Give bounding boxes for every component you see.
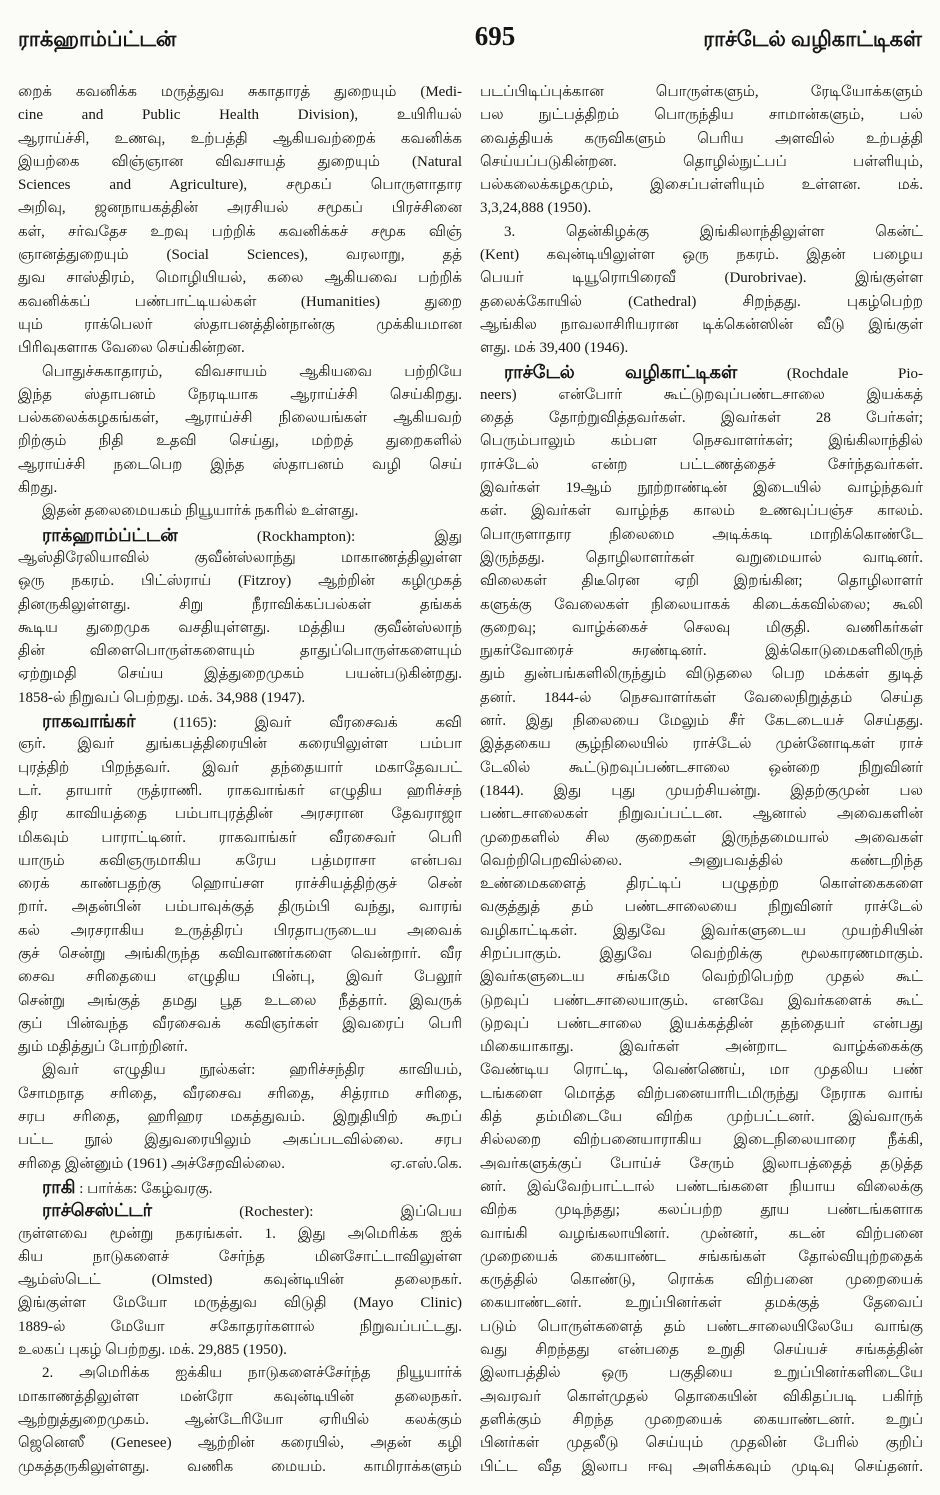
- line-text: வேண்டிய ரொட்டி, வெண்ணெய், மா முதலிய பண்: [480, 1062, 923, 1079]
- text-line: [18, 1246, 462, 1269]
- text-line: [480, 920, 923, 943]
- line-text: பட்ட நூல் இதுவரையிலும் அகப்படவில்லை. சரப: [18, 1132, 462, 1149]
- text-line: [480, 1083, 923, 1106]
- text-line: [480, 197, 923, 220]
- line-text: பொதுச்சுகாதாரம், விவசாயம் ஆகியவை பற்றியே: [42, 363, 462, 380]
- line-text: செய்யப்படுகின்றன. தொழில்நுட்பப் பள்ளியும்,: [480, 153, 923, 170]
- line-text: சிறப்பாகும். இதுவே வெற்றிக்கு மூலகாரணமாகும்.: [480, 945, 923, 962]
- line-text: தும் மதித்துப் போற்றினர்.: [18, 1039, 188, 1056]
- line-text: 2. அமெரிக்க ஐக்கிய நாடுகளைச்சேர்ந்த நியூயார்க்: [42, 1365, 462, 1382]
- line-text: னர். இவ்வேற்பாட்டால் பண்டங்களை நியாய விலைக்கு: [480, 1178, 923, 1195]
- line-text: வகுத்துத் தம் பண்டசாலையை நிறுவினர் ராச்டேல்: [480, 899, 923, 916]
- text-line: [18, 1106, 462, 1129]
- paragraph: [18, 361, 462, 501]
- text-line: [480, 1246, 923, 1269]
- paragraph: [18, 500, 462, 523]
- text-line: [18, 1456, 462, 1479]
- text-line: [480, 780, 923, 803]
- line-text: ஆற்றுத்துறைமுகம். ஆன்டேரியோ ஏரியில் கலக்கும்: [18, 1411, 462, 1428]
- text-line: [18, 524, 462, 547]
- line-text: வைத்தியக் கருவிகளும் பெரிய அளவில் உற்பத்தி: [480, 130, 923, 147]
- line-text: அவர்களுக்குப் போய்ச் சேரும் இலாபத்தைத் தடுத்த: [480, 1155, 923, 1172]
- text-line: [18, 687, 462, 710]
- line-text: ருள்ளவை மூன்று நகரங்கள். 1. இது அமெரிக்க ஐக்: [18, 1225, 462, 1242]
- text-line: [18, 1386, 462, 1409]
- line-text: றார். அதன்பின் பம்பாவுக்குத் திரும்பி வந்து, வாரங்: [18, 899, 462, 916]
- text-line: [480, 803, 923, 826]
- text-line: [18, 850, 462, 873]
- line-text: ஒரு நகரம். பிட்ஸ்ராய் (Fitzroy) ஆற்றின் கழிமுகத்: [18, 573, 462, 590]
- line-text: உண்மைகளைத் திரட்டிப் பழுதற்ற கொள்கைகளை: [480, 876, 923, 893]
- line-text: ஞானத்துறையும் (Social Sciences), வரலாறு, தத்: [18, 247, 462, 264]
- line-text: (Rockhampton): இது: [177, 528, 462, 545]
- line-text: இருந்தது. தொழிலாளர்கள் வறுமையால் வாடினர்.: [480, 549, 923, 566]
- text-line: [18, 151, 462, 174]
- running-head-right: ராச்டேல் வழிகாட்டிகள்: [703, 27, 922, 51]
- line-text: மாகாணத்திலுள்ள மன்ரோ கவுன்டியின் தலைநகர்.: [18, 1388, 462, 1405]
- text-line: [480, 850, 923, 873]
- line-text: டுறவுப் பண்டசாலையாகும். எனவே இவர்களைக் கூட்: [480, 992, 923, 1009]
- text-line: [480, 1106, 923, 1129]
- text-line: [18, 1316, 462, 1339]
- text-line: [480, 1129, 923, 1152]
- line-text: றைக் கவனிக்க மருத்துவ சுகாதாரத் துறையும் (Medi-: [18, 84, 462, 100]
- line-text: பெரும்பாலும் கம்பள நெசவாளர்கள்; இங்கிலாந்தில்: [480, 433, 923, 450]
- text-line: [480, 1456, 923, 1479]
- text-line: [18, 128, 462, 151]
- line-text: றிற்கும் நிதி உதவி செய்து, மற்றத் துறைகளில்: [18, 433, 462, 450]
- text-line: [480, 1386, 923, 1409]
- line-text: பிரிவுகளாக வேலை செய்கின்றன.: [18, 340, 245, 357]
- text-line: [480, 291, 923, 314]
- line-text: சோமநாத சரிதை, வீரசைவ சரிதை, சித்ராம சரிதை,: [18, 1085, 462, 1102]
- text-line: [18, 104, 462, 127]
- line-text: ஆராய்ச்சி, உணவு, உற்பத்தி ஆகியவற்றைக் கவனிக்க: [18, 130, 462, 147]
- text-line: [480, 1223, 923, 1246]
- text-line: [480, 1409, 923, 1432]
- line-text: தைத் தோற்றுவித்தவர்கள். இவர்கள் 28 பேர்கள்;: [480, 410, 923, 427]
- text-line: [18, 1199, 462, 1222]
- line-text: வது சிறந்தது என்பதை உறுதி செய்யச் சங்கத்தின்: [480, 1342, 923, 1359]
- line-text: கவனிக்கப் பண்பாட்டியல்கள் (Humanities) துறை: [18, 293, 462, 310]
- line-text: பிட்ட வீத இலாப ஈவு அளிக்கவும் முடிவு செய்தனர்.: [480, 1458, 923, 1475]
- text-line: [480, 314, 923, 337]
- line-text: கிய நாடுகளைச் சேர்ந்த மினசோட்டாவிலுள்ள: [18, 1248, 462, 1265]
- text-line: [480, 547, 923, 570]
- text-line: [18, 1036, 462, 1059]
- text-line: [18, 291, 462, 314]
- line-text: துவ சாஸ்திரம், மொழியியல், கலை ஆகியவை பற்றிக்: [18, 270, 462, 287]
- line-text: ளது. மக் 39,400 (1946).: [480, 340, 629, 357]
- text-line: [18, 1223, 462, 1246]
- text-line: [18, 221, 462, 244]
- line-text: : பார்க்க: கேழ்வரகு.: [75, 1180, 213, 1197]
- text-line: [18, 1339, 462, 1362]
- text-line: [18, 663, 462, 686]
- column-right: [480, 81, 923, 1479]
- text-line: [480, 827, 923, 850]
- line-text: ஆம்ஸ்டெட் (Olmsted) கவுன்டியின் தலைநகர்.: [18, 1272, 462, 1289]
- line-text: பல்கலைக்கழகமும், இசைப்பள்ளியும் உள்ளன. மக்.: [480, 177, 923, 194]
- text-line: [480, 1432, 923, 1455]
- paragraph: [480, 221, 923, 361]
- paragraph: [18, 1362, 462, 1478]
- text-line: [480, 617, 923, 640]
- line-text: குப் பின்வந்த வீரசைவக் கவிஞர்கள் இவரைப் பெரி: [18, 1015, 462, 1032]
- text-line: [18, 244, 462, 267]
- line-text: கிறது.: [18, 480, 58, 497]
- text-line: [480, 757, 923, 780]
- line-text: கல் அரசராகிய உருத்திரப் பிரதாபருடைய அவைக்: [18, 922, 462, 939]
- line-text: விற்க முடிந்தது; கலப்பற்ற தூய பண்டங்களாக: [480, 1202, 923, 1219]
- line-text: கள். இவர்கள் வாழ்ந்த காலம் உணவுப்பஞ்ச காலம்.: [480, 503, 923, 520]
- line-text: இவர்களுடைய சங்கமே வெற்றிபெற்ற முதல் கூட்: [480, 969, 923, 986]
- line-text: பண்டசாலைகள் நிறுவப்பட்டன. ஆனால் அவைகளின்: [480, 806, 923, 823]
- text-line: [18, 1269, 462, 1292]
- line-text: பெயர் டியூரொபிரைவீ (Durobrivae). இங்குள்ள: [480, 270, 923, 287]
- text-line: [18, 594, 462, 617]
- line-text: விலைகள் திடீரென ஏறி இறங்கின; தொழிலாளர்: [480, 573, 923, 590]
- line-text: (Rochdale Pio-: [737, 365, 923, 382]
- author-signature: ஏ.எஸ்.கெ.: [389, 1155, 462, 1172]
- text-line: [18, 570, 462, 593]
- line-text: ஞர். இவர் துங்கபத்திரையின் கரையிலுள்ள பம்பா: [18, 736, 462, 753]
- text-line: [18, 267, 462, 290]
- line-text: பல நுட்பத்திறம் பொருந்திய சாமான்களும், பல்: [480, 107, 923, 124]
- text-line: [18, 873, 462, 896]
- entry-paragraph: [18, 710, 462, 1059]
- text-line: [480, 477, 923, 500]
- text-line: [480, 337, 923, 360]
- line-text: படப்பிடிப்புக்கான பொருள்களும், ரேடியோக்களும்: [480, 84, 923, 100]
- text-line: [480, 1269, 923, 1292]
- line-text: டுறவுப் பண்டசாலை இயக்கத்தின் தந்தையர் என்பது: [480, 1015, 923, 1032]
- text-line: [18, 1129, 462, 1152]
- text-line: [480, 1339, 923, 1362]
- line-text: டர். தாயார் ருத்ராணி. ராகவாங்கர் எழுதிய ஹரிச்சந்: [18, 782, 462, 799]
- text-line: [18, 896, 462, 919]
- line-text: குறைவு; வாழ்க்கைச் செலவு மிகுதி. வணிகர்கள்: [480, 619, 923, 636]
- line-text: (Rochester): இப்பெய: [152, 1204, 462, 1221]
- line-text: பினர்கள் முதலீடு செய்யும் முதலின் பேரில் குறிப்: [480, 1435, 923, 1452]
- text-line: [18, 640, 462, 663]
- entry-paragraph: [18, 524, 462, 710]
- text-line: [480, 151, 923, 174]
- text-line: [18, 827, 462, 850]
- line-text: ஆஸ்திரேலியாவில் குவீன்ஸ்லாந்து மாகாணத்திலுள்ள: [18, 549, 462, 566]
- text-line: [480, 640, 923, 663]
- text-line: [480, 1059, 923, 1082]
- text-line: [480, 1316, 923, 1339]
- text-line: [480, 524, 923, 547]
- line-text: 3,3,24,888 (1950).: [480, 200, 592, 217]
- paragraph: [480, 81, 923, 221]
- line-text: இவர் எழுதிய நூல்கள்: ஹரிச்சந்திர காவியம்,: [42, 1062, 462, 1079]
- text-line: [18, 780, 462, 803]
- line-text: ஜெனெஸீ (Genesee) ஆற்றின் கரையில், அதன் கழி: [18, 1435, 462, 1452]
- text-line: [480, 1176, 923, 1199]
- text-line: [480, 1362, 923, 1385]
- line-text: 3. தென்கிழக்கு இங்கிலாந்திலுள்ள கென்ட்: [504, 223, 923, 240]
- line-text: யும் ராக்பெலர் ஸ்தாபனத்தின்நான்கு முக்கியமான: [18, 316, 462, 333]
- text-line: [480, 221, 923, 244]
- text-line: [18, 617, 462, 640]
- text-line: [480, 128, 923, 151]
- line-text: ஏற்றுமதி செய்ய இத்துறைமுகம் பயன்படுகின்றது.: [18, 666, 462, 683]
- text-line: [480, 896, 923, 919]
- line-text: வழிகாட்டிகள். இதுவே இவர்களுடைய முயற்சியின்: [480, 922, 923, 939]
- text-line: [480, 267, 923, 290]
- text-line: [18, 454, 462, 477]
- text-line: [18, 1292, 462, 1315]
- line-text: தும் துன்பங்களிலிருந்தும் விடுதலை பெற மக்கள் துடித்: [480, 666, 923, 683]
- text-line: [18, 430, 462, 453]
- line-text: தனர். 1844-ல் நெசவாளர்கள் வேலைநிறுத்தம் செய்த: [480, 689, 923, 706]
- text-line: [480, 687, 923, 710]
- entry-headword: ராகவாங்கர்: [42, 711, 136, 732]
- line-text: cine and Public Health Division), உயிரியல்: [18, 107, 462, 124]
- line-text: படும் பொருள்களைத் தம் பண்டசாலையிலேயே வாங்கு: [480, 1318, 923, 1335]
- line-text: முகத்தருகிலுள்ளது. வணிக மையம். காமிராக்களும்: [18, 1458, 462, 1475]
- text-line: [18, 1432, 462, 1455]
- text-line: [480, 1199, 923, 1222]
- line-text: கூடிய துறைமுக வசதியுள்ளது. மத்திய குவீன்ஸ்லாந்: [18, 619, 462, 636]
- text-line: [480, 384, 923, 407]
- paragraph: [18, 81, 462, 361]
- line-text: 1889-ல் மேயோ சகோதரர்களால் நிறுவப்பட்டது.: [18, 1318, 462, 1335]
- text-line: [480, 174, 923, 197]
- line-text: சைவ சரிதையை எழுதிய பின்பு, இவர் பேலூர்: [18, 969, 462, 986]
- line-text: வெற்றிபெறவில்லை. அனுபவத்தில் கண்டறிந்த: [480, 852, 923, 869]
- text-line: [18, 1409, 462, 1432]
- line-text: இதன் தலைமையகம் நியூயார்க் நகரில் உள்ளது.: [42, 503, 359, 520]
- line-text: உலகப் புகழ் பெற்றது. மக். 29,885 (1950).: [18, 1342, 287, 1359]
- line-text: பல்கலைக்கழகங்கள், ஆராய்ச்சி நிலையங்கள் ஆகியவற்: [18, 410, 462, 427]
- line-text: ராச்டேல் என்ற பட்டணத்தைச் சேர்ந்தவர்கள்.: [480, 456, 923, 473]
- text-line: [480, 966, 923, 989]
- text-line: [18, 1153, 462, 1176]
- text-line: [480, 430, 923, 453]
- line-text: இங்குள்ள மேயோ மருத்துவ விடுதி (Mayo Clinic): [18, 1295, 462, 1312]
- line-text: இவர்கள் 19ஆம் நூற்றாண்டின் இடையில் வாழ்ந்தவர்: [480, 480, 923, 497]
- text-line: [480, 873, 923, 896]
- text-line: [18, 943, 462, 966]
- entry-headword: ராச்டேல் வழிகாட்டிகள்: [504, 361, 738, 382]
- line-text: சென்று அங்குத் தமது பூத உடலை நீத்தார். இவருக்: [18, 992, 462, 1009]
- text-line: [18, 477, 462, 500]
- page-number: 695: [474, 21, 516, 51]
- text-line: [480, 361, 923, 384]
- text-line: [480, 1036, 923, 1059]
- text-line: [480, 990, 923, 1013]
- text-line: [18, 990, 462, 1013]
- text-line: [480, 1292, 923, 1315]
- text-line: [18, 1362, 462, 1385]
- text-line: [480, 407, 923, 430]
- text-line: [18, 197, 462, 220]
- line-text: களுக்கு வேலைகள் நிலையாகக் கிடைக்கவில்லை; கூலி: [480, 596, 923, 613]
- line-text: வாங்கி வழங்கலாயினர். முன்னர், கடன் விற்பனை: [480, 1225, 923, 1242]
- text-line: [18, 710, 462, 733]
- line-text: இலாபத்தில் ஒரு பகுதியை உறுப்பினர்களிடையே: [480, 1365, 923, 1382]
- text-line: [480, 663, 923, 686]
- line-text: திர காவியத்தை பம்பாபுரத்தின் அரசரான தேவராஜா: [18, 806, 462, 823]
- text-line: [18, 1083, 462, 1106]
- paragraph: [18, 1059, 462, 1175]
- entry-paragraph: [18, 1176, 462, 1199]
- text-line: [18, 966, 462, 989]
- text-line: [18, 174, 462, 197]
- text-line: [480, 1013, 923, 1036]
- line-text: இயற்கை விஞ்ஞான விவசாயத் துறையும் (Natural: [18, 153, 462, 170]
- text-line: [18, 500, 462, 523]
- entry-headword: ராச்செஸ்ட்டர்: [42, 1200, 153, 1221]
- text-line: [18, 314, 462, 337]
- line-text: கள், சர்வதேச உறவு பற்றிக் கவனிக்கச் சமூக விஞ்: [18, 223, 462, 240]
- line-text: தினருகிலுள்ளது. சிறு நீராவிக்கப்பல்கள் தங்கக்: [18, 596, 462, 613]
- text-line: [480, 454, 923, 477]
- text-line: [18, 384, 462, 407]
- text-line: [480, 733, 923, 756]
- entry-headword: ராக்ஹாம்ப்ட்டன்: [42, 524, 178, 545]
- running-head-left: ராக்ஹாம்ப்ட்டன்: [18, 27, 177, 51]
- line-text: அவரவர் கொள்முதல் தொகையின் விகிதப்படி பகிர்ந்: [480, 1388, 923, 1405]
- text-line: [480, 710, 923, 733]
- text-line: [18, 547, 462, 570]
- line-text: சில்லறை விற்பனையாராகிய இடைநிலையாரை நீக்கி,: [480, 1132, 923, 1149]
- line-text: முறையைக் கையாண்ட சங்கங்கள் தோல்வியுற்றதைக்: [480, 1248, 923, 1265]
- line-text: இத்தகைய சூழ்நிலையில் ராச்டேல் முன்னோடிகள் ராச்: [480, 736, 923, 753]
- text-line: [480, 244, 923, 267]
- text-line: [18, 1176, 462, 1199]
- line-text: கித் தம்மிடையே விற்க முற்பட்டனர். இவ்வாருக்: [480, 1109, 923, 1126]
- line-text: சரப சரிதை, ஹரிஹர மகத்துவம். இறுதியிற் கூறப்: [18, 1109, 462, 1126]
- line-text: முறைகளில் சில குறைகள் இருந்தமையால் அவைகள்: [480, 829, 923, 846]
- text-line: [480, 570, 923, 593]
- line-text: தளிக்கும் சிறந்த முறையைக் கையாண்டனர். உறுப்: [480, 1411, 923, 1428]
- text-line: [480, 104, 923, 127]
- text-line: [18, 337, 462, 360]
- line-text: (1165): இவர் வீரசைவக் கவி: [135, 715, 462, 732]
- entry-paragraph: [480, 361, 923, 1479]
- text-line: [18, 803, 462, 826]
- line-text: டேலில் கூட்டுறவுப்பண்டசாலை ஒன்றை நிறுவினர்: [480, 759, 923, 776]
- text-line: [480, 1153, 923, 1176]
- line-text: டங்களை மொத்த விற்பனையாரிடமிருந்து நேராக வாங்: [480, 1085, 923, 1102]
- text-line: [18, 407, 462, 430]
- line-text: நுகர்வோரைச் சுரண்டினர். இக்கொடுமைகளிலிருந்: [480, 643, 923, 660]
- line-text: ஆராய்ச்சி நடைபெற இந்த ஸ்தாபனம் வழி செய்: [18, 456, 462, 473]
- text-line: [18, 920, 462, 943]
- line-text: சரிதை இன்னும் (1961) அச்சேறவில்லை.: [18, 1155, 285, 1172]
- line-text: குச் சென்று அங்கிருந்த கவிவாணர்களை வென்றார். வீர: [18, 945, 462, 962]
- text-line: [18, 733, 462, 756]
- line-text: ரைக் காண்பதற்கு ஹொய்சள ராச்சியத்திற்குச் சென்: [18, 876, 462, 893]
- line-text: (Kent) கவுன்டியிலுள்ள ஒரு நகரம். இதன் பழைய: [480, 247, 923, 264]
- entry-headword: ராகி: [42, 1176, 76, 1197]
- line-text: தலைக்கோயில் (Cathedral) சிறந்தது. புகழ்பெற்ற: [480, 293, 923, 310]
- line-text: புரத்திற் பிறந்தவர். இவர் தந்தையார் மகாதேவபட்: [18, 759, 462, 776]
- line-text: Sciences and Agriculture), சமூகப் பொருளாதார: [18, 177, 462, 194]
- line-text: கையாண்டனர். உறுப்பினர்கள் தமக்குத் தேவைப்: [480, 1295, 923, 1312]
- text-line: [18, 1059, 462, 1082]
- line-text: மிகையாகாது. இவர்கள் அன்றாட வாழ்க்கைக்கு: [480, 1039, 923, 1056]
- line-text: தின் விளைபொருள்களையும் தாதுப்பொருள்களையும்: [18, 643, 462, 660]
- text-line: [480, 594, 923, 617]
- line-text: neers) என்போர் கூட்டுறவுப்பண்டசாலை இயக்கத்: [480, 386, 923, 403]
- line-text: (1844). இது புது முயற்சியன்று. இதற்குமுன் பல: [480, 782, 923, 799]
- text-line: [18, 361, 462, 384]
- column-left: [18, 81, 462, 1479]
- text-line: [480, 943, 923, 966]
- line-text: யாரும் கவிஞருமாகிய கரேய பத்மராசா என்பவ: [18, 852, 462, 869]
- text-line: [18, 757, 462, 780]
- line-text: 1858-ல் நிறுவப் பெற்றது. மக். 34,988 (1947).: [18, 689, 306, 706]
- line-text: இந்த ஸ்தாபனம் நேரடியாக ஆராய்ச்சி செய்கிறது.: [18, 386, 462, 403]
- line-text: பொருளாதார நிலைமை அடிக்கடி மாறிக்கொண்டே: [480, 526, 923, 543]
- line-text: கருத்தில் கொண்டு, ரொக்க விற்பனை முறையைக்: [480, 1272, 923, 1289]
- text-line: [18, 1013, 462, 1036]
- text-line: [18, 81, 462, 104]
- entry-paragraph: [18, 1199, 462, 1362]
- text-line: [480, 500, 923, 523]
- line-text: மிகவும் பாராட்டினர். ராகவாங்கர் வீரசைவர் பெரி: [18, 829, 462, 846]
- text-line: [480, 81, 923, 104]
- line-text: அறிவு, ஜனநாயகத்தின் அரசியல் சமூகப் பிரச்சினை: [18, 200, 462, 217]
- line-text: ஆங்கில நாவலாசிரியரான டிக்கென்ஸின் வீடு இங்குள்: [480, 316, 923, 333]
- line-text: னர். இது நிலையை மேலும் சீர் கேடடையச் செய்தது.: [480, 713, 923, 730]
